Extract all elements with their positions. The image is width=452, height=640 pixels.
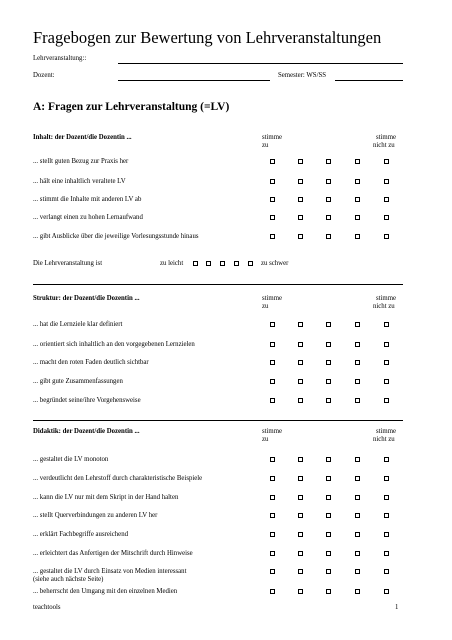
group-heading: Inhalt: der Dozent/die Dozentin ... xyxy=(33,134,132,141)
g0-q0-checkbox-4[interactable] xyxy=(355,159,360,164)
g1-q4-checkbox-4[interactable] xyxy=(355,398,360,403)
difficulty-easy: zu leicht xyxy=(160,260,184,267)
g0-q0-checkbox-1[interactable] xyxy=(270,159,275,164)
semester-label: Semester: WS/SS xyxy=(278,72,327,79)
g0-q0-checkbox-3[interactable] xyxy=(326,159,331,164)
question-item: ... gibt Ausblicke über die jeweilige Vorlesungsstunde hinaus xyxy=(33,233,199,240)
g1-q1-checkbox-2[interactable] xyxy=(298,342,303,347)
g1-q2-checkbox-2[interactable] xyxy=(298,360,303,365)
page-number: 1 xyxy=(395,604,399,611)
g2-q0-checkbox-5[interactable] xyxy=(384,457,389,462)
scale-right-label-2: nicht zu xyxy=(373,436,395,443)
g0-q2-checkbox-1[interactable] xyxy=(270,197,275,202)
scale-left-label: stimme xyxy=(262,295,283,302)
g1-q1-checkbox-4[interactable] xyxy=(355,342,360,347)
scale-left-label: stimme xyxy=(262,134,283,141)
g2-q3-checkbox-2[interactable] xyxy=(298,513,303,518)
scale-right-label: stimme xyxy=(376,428,397,435)
g0-q1-checkbox-3[interactable] xyxy=(326,179,331,184)
g2-q4-checkbox-3[interactable] xyxy=(326,532,331,537)
section-divider xyxy=(33,420,403,421)
footer-brand: teachtools xyxy=(33,604,61,611)
semester-field[interactable] xyxy=(335,80,403,81)
g2-q5-checkbox-1[interactable] xyxy=(270,551,275,556)
g0-q4-checkbox-5[interactable] xyxy=(384,234,389,239)
g2-q0-checkbox-2[interactable] xyxy=(298,457,303,462)
page-title: Fragebogen zur Bewertung von Lehrveranstaltungen xyxy=(33,28,382,47)
g1-q4-checkbox-3[interactable] xyxy=(326,398,331,403)
g2-q3-checkbox-4[interactable] xyxy=(355,513,360,518)
g2-q3-checkbox-1[interactable] xyxy=(270,513,275,518)
g1-q1-checkbox-5[interactable] xyxy=(384,342,389,347)
g0-q0-checkbox-5[interactable] xyxy=(384,159,389,164)
scale-left-label-2: zu xyxy=(262,303,269,310)
g2-q4-checkbox-2[interactable] xyxy=(298,532,303,537)
g1-q0-checkbox-3[interactable] xyxy=(326,322,331,327)
g0-q4-checkbox-4[interactable] xyxy=(355,234,360,239)
difficulty-checkbox-1[interactable] xyxy=(193,261,198,266)
g1-q3-checkbox-2[interactable] xyxy=(298,379,303,384)
scale-left-label: stimme xyxy=(262,428,283,435)
scale-right-label: stimme xyxy=(376,295,397,302)
g2-q7-checkbox-2[interactable] xyxy=(298,589,303,594)
g2-q2-checkbox-5[interactable] xyxy=(384,495,389,500)
difficulty-checkbox-4[interactable] xyxy=(234,261,239,266)
g1-q0-checkbox-1[interactable] xyxy=(270,322,275,327)
g1-q4-checkbox-1[interactable] xyxy=(270,398,275,403)
question-item: ... macht den roten Faden deutlich sichtbar xyxy=(33,359,149,366)
g1-q1-checkbox-1[interactable] xyxy=(270,342,275,347)
difficulty-checkbox-2[interactable] xyxy=(206,261,211,266)
g2-q6-checkbox-2[interactable] xyxy=(298,569,303,574)
g2-q0-checkbox-4[interactable] xyxy=(355,457,360,462)
g2-q3-checkbox-3[interactable] xyxy=(326,513,331,518)
g1-q4-checkbox-2[interactable] xyxy=(298,398,303,403)
question-item: ... verdeutlicht den Lehrstoff durch charakteristische Beispiele xyxy=(33,475,203,482)
g0-q3-checkbox-2[interactable] xyxy=(298,215,303,220)
g1-q0-checkbox-2[interactable] xyxy=(298,322,303,327)
g2-q2-checkbox-2[interactable] xyxy=(298,495,303,500)
question-item: ... gibt gute Zusammenfassungen xyxy=(33,378,123,385)
g2-q3-checkbox-5[interactable] xyxy=(384,513,389,518)
question-item: ... begründet seine/ihre Vorgehensweise xyxy=(33,397,141,404)
g2-q6-checkbox-3[interactable] xyxy=(326,569,331,574)
g2-q0-checkbox-3[interactable] xyxy=(326,457,331,462)
g2-q7-checkbox-4[interactable] xyxy=(355,589,360,594)
question-item: ... beherrscht den Umgang mit den einzelnen Medien xyxy=(33,588,178,595)
scale-right-label-2: nicht zu xyxy=(373,303,395,310)
g2-q7-checkbox-3[interactable] xyxy=(326,589,331,594)
g2-q1-checkbox-4[interactable] xyxy=(355,476,360,481)
g0-q2-checkbox-3[interactable] xyxy=(326,197,331,202)
g2-q6-checkbox-1[interactable] xyxy=(270,569,275,574)
g2-q2-checkbox-1[interactable] xyxy=(270,495,275,500)
g0-q0-checkbox-2[interactable] xyxy=(298,159,303,164)
g2-q5-checkbox-3[interactable] xyxy=(326,551,331,556)
question-item: ... erklärt Fachbegriffe ausreichend xyxy=(33,531,128,538)
g2-q5-checkbox-5[interactable] xyxy=(384,551,389,556)
g2-q1-checkbox-3[interactable] xyxy=(326,476,331,481)
question-item: ... stellt Querverbindungen zu anderen LV her xyxy=(33,512,158,519)
g0-q1-checkbox-2[interactable] xyxy=(298,179,303,184)
g2-q4-checkbox-1[interactable] xyxy=(270,532,275,537)
course-field[interactable] xyxy=(118,63,403,64)
g2-q2-checkbox-3[interactable] xyxy=(326,495,331,500)
g1-q0-checkbox-4[interactable] xyxy=(355,322,360,327)
g1-q3-checkbox-5[interactable] xyxy=(384,379,389,384)
question-item: ... gestaltet die LV monoton xyxy=(33,456,109,463)
g2-q7-checkbox-1[interactable] xyxy=(270,589,275,594)
g2-q6-checkbox-4[interactable] xyxy=(355,569,360,574)
g0-q2-checkbox-5[interactable] xyxy=(384,197,389,202)
g2-q5-checkbox-4[interactable] xyxy=(355,551,360,556)
lecturer-field[interactable] xyxy=(118,80,270,81)
g1-q2-checkbox-3[interactable] xyxy=(326,360,331,365)
question-item: ... stimmt die Inhalte mit anderen LV ab xyxy=(33,196,142,203)
g1-q3-checkbox-3[interactable] xyxy=(326,379,331,384)
question-note: (siehe auch nächste Seite) xyxy=(33,576,104,583)
g0-q4-checkbox-3[interactable] xyxy=(326,234,331,239)
section-a-title: A: Fragen zur Lehrveranstaltung (=LV) xyxy=(33,101,230,113)
group-heading: Struktur: der Dozent/die Dozentin ... xyxy=(33,295,140,302)
g0-q3-checkbox-4[interactable] xyxy=(355,215,360,220)
scale-right-label-2: nicht zu xyxy=(373,142,395,149)
course-label: Lehrveranstaltung:: xyxy=(33,55,87,62)
question-item: ... gestaltet die LV durch Einsatz von Medien interessant xyxy=(33,568,187,575)
g0-q2-checkbox-2[interactable] xyxy=(298,197,303,202)
question-item: ... erleichtert das Anfertigen der Mitschrift durch Hinweise xyxy=(33,550,193,557)
scale-right-label: stimme xyxy=(376,134,397,141)
g1-q3-checkbox-1[interactable] xyxy=(270,379,275,384)
g2-q7-checkbox-5[interactable] xyxy=(384,589,389,594)
difficulty-checkbox-5[interactable] xyxy=(248,261,253,266)
g2-q1-checkbox-1[interactable] xyxy=(270,476,275,481)
g1-q2-checkbox-1[interactable] xyxy=(270,360,275,365)
g0-q3-checkbox-1[interactable] xyxy=(270,215,275,220)
g2-q1-checkbox-5[interactable] xyxy=(384,476,389,481)
g1-q4-checkbox-5[interactable] xyxy=(384,398,389,403)
group-heading: Didaktik: der Dozent/die Dozentin ... xyxy=(33,428,140,435)
g1-q2-checkbox-4[interactable] xyxy=(355,360,360,365)
question-item: ... hat die Lernziele klar definiert xyxy=(33,321,123,328)
g0-q3-checkbox-3[interactable] xyxy=(326,215,331,220)
g0-q4-checkbox-2[interactable] xyxy=(298,234,303,239)
section-divider xyxy=(33,284,403,285)
g2-q1-checkbox-2[interactable] xyxy=(298,476,303,481)
g0-q1-checkbox-4[interactable] xyxy=(355,179,360,184)
question-item: ... verlangt einen zu hohen Lernaufwand xyxy=(33,214,143,221)
g2-q0-checkbox-1[interactable] xyxy=(270,457,275,462)
question-item: ... stellt guten Bezug zur Praxis her xyxy=(33,158,129,165)
g1-q2-checkbox-5[interactable] xyxy=(384,360,389,365)
question-item: ... orientiert sich inhaltlich an den vorgegebenen Lernzielen xyxy=(33,341,195,348)
scale-left-label-2: zu xyxy=(262,142,269,149)
g2-q4-checkbox-4[interactable] xyxy=(355,532,360,537)
g1-q3-checkbox-4[interactable] xyxy=(355,379,360,384)
question-item: ... kann die LV nur mit dem Skript in der Hand halten xyxy=(33,494,179,501)
g2-q5-checkbox-2[interactable] xyxy=(298,551,303,556)
difficulty-label: Die Lehrveranstaltung ist xyxy=(33,260,103,267)
g1-q1-checkbox-3[interactable] xyxy=(326,342,331,347)
difficulty-hard: zu schwer xyxy=(261,260,289,267)
difficulty-checkbox-3[interactable] xyxy=(220,261,225,266)
g0-q3-checkbox-5[interactable] xyxy=(384,215,389,220)
g0-q4-checkbox-1[interactable] xyxy=(270,234,275,239)
g2-q2-checkbox-4[interactable] xyxy=(355,495,360,500)
question-item: ... hält eine inhaltlich veraltete LV xyxy=(33,178,126,185)
g0-q2-checkbox-4[interactable] xyxy=(355,197,360,202)
scale-left-label-2: zu xyxy=(262,436,269,443)
g0-q1-checkbox-1[interactable] xyxy=(270,179,275,184)
g2-q6-checkbox-5[interactable] xyxy=(384,569,389,574)
g2-q4-checkbox-5[interactable] xyxy=(384,532,389,537)
g0-q1-checkbox-5[interactable] xyxy=(384,179,389,184)
g1-q0-checkbox-5[interactable] xyxy=(384,322,389,327)
lecturer-label: Dozent: xyxy=(33,72,55,79)
